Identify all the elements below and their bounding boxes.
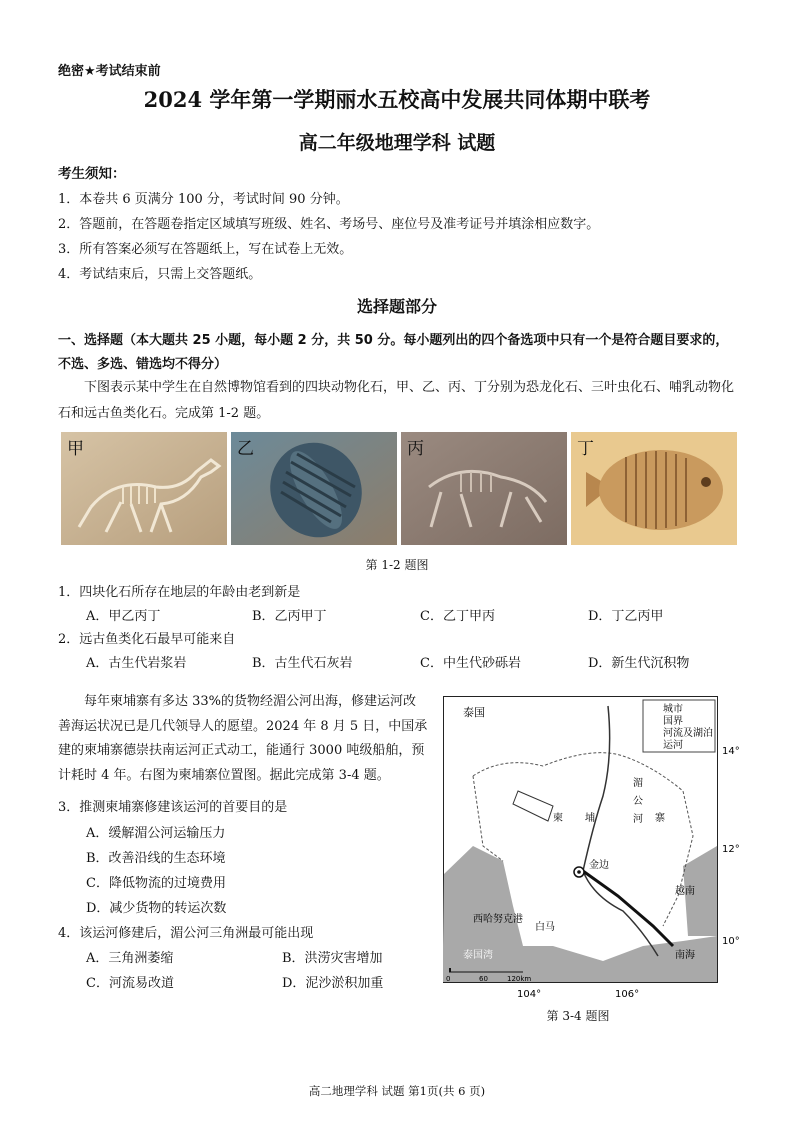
fossil-fish	[571, 432, 737, 545]
fossil-intro: 下图表示某中学生在自然博物馆看到的四块动物化石，甲、乙、丙、丁分别为恐龙化石、三叶虫化石、哺乳动物化石和远古鱼类化石。完成第 1-2 题。	[58, 380, 735, 421]
fish-fossil-image	[571, 432, 737, 545]
label-sihanoukville: 西哈努克港	[473, 914, 523, 925]
label-vietnam: 越南	[675, 886, 695, 897]
legend-canal: 运河	[663, 740, 683, 751]
lat-14: 14°	[722, 746, 740, 757]
fossil-label-bing: 丙	[407, 439, 424, 459]
lat-10: 10°	[722, 936, 740, 947]
q2-option-d: D．新生代沉积物	[588, 656, 690, 671]
question-2-stem: 2．远古鱼类化石最早可能来自	[58, 632, 236, 647]
scale-60: 60	[479, 975, 488, 983]
exam-title: 2024 学年第一学期丽水五校高中发展共同体期中联考	[143, 87, 651, 112]
fossil-label-yi: 乙	[237, 439, 254, 459]
q4-option-d: D．泥沙淤积加重	[282, 976, 384, 991]
q1-option-b: B．乙丙甲丁	[252, 609, 327, 624]
fossil-mammal	[401, 432, 567, 545]
label-phnom-penh: 金边	[589, 860, 609, 871]
legend-river-lake: 河流及湖泊	[663, 728, 713, 739]
label-cambodia-1: 柬	[553, 813, 563, 824]
label-cambodia-2: 埔	[585, 813, 595, 824]
notice-item: 2．答题前，在答题卷指定区域填写班级、姓名、考场号、座位号及准考证号并填涂相应数字。	[58, 217, 600, 232]
question-3-stem: 3．推测柬埔寨修建该运河的首要目的是	[58, 800, 288, 815]
q2-option-c: C．中生代砂砾岩	[420, 656, 521, 671]
fossil-figure	[61, 432, 739, 545]
lon-106: 106°	[615, 989, 640, 1000]
map-caption: 第 3-4 题图	[546, 1009, 610, 1023]
label-mekong-3: 河	[633, 814, 643, 825]
q1-option-a: A．甲乙丙丁	[86, 609, 161, 624]
q3-option-c: C．降低物流的过境费用	[86, 876, 226, 891]
label-gulf-of-thailand: 泰国湾	[463, 950, 493, 961]
fossil-dinosaur	[61, 432, 227, 545]
question-4-stem: 4．该运河修建后，湄公河三角洲最可能出现	[58, 926, 314, 941]
trilobite-fossil-image	[231, 432, 397, 545]
fossil-label-jia: 甲	[67, 439, 84, 459]
question-1-stem: 1．四块化石所存在地层的年龄由老到新是	[58, 585, 301, 600]
q3-option-d: D．减少货物的转运次数	[86, 901, 227, 916]
legend-city: 城市	[663, 704, 683, 715]
label-mekong-2: 公	[633, 796, 643, 807]
label-thailand: 泰国	[463, 706, 485, 719]
confidential-mark: 绝密★考试结束前	[58, 64, 161, 79]
notice-heading: 考生须知：	[58, 166, 126, 182]
page-footer: 高二地理学科 试题 第1页(共 6 页)	[308, 1084, 486, 1098]
mammal-fossil-image	[401, 432, 567, 545]
scale-120: 120km	[507, 975, 532, 983]
label-baima: 白马	[535, 922, 555, 933]
q1-option-d: D．丁乙丙甲	[588, 609, 664, 624]
notice-item: 1．本卷共 6 页满分 100 分，考试时间 90 分钟。	[58, 192, 349, 207]
q1-option-c: C．乙丁甲丙	[420, 609, 495, 624]
q4-option-c: C．河流易改道	[86, 976, 174, 991]
scale-0: 0	[446, 975, 451, 983]
lat-12: 12°	[722, 844, 740, 855]
q2-option-a: A．古生代岩浆岩	[86, 656, 187, 671]
notice-item: 3．所有答案必须写在答题纸上，写在试卷上无效。	[58, 242, 353, 257]
lon-104: 104°	[517, 989, 542, 1000]
dinosaur-fossil-image	[61, 432, 227, 545]
fossil-trilobite	[231, 432, 397, 545]
notice-item: 4．考试结束后，只需上交答题纸。	[58, 267, 262, 282]
section-title: 选择题部分	[356, 297, 437, 316]
label-cambodia-3: 寨	[655, 813, 665, 824]
legend-border: 国界	[663, 716, 683, 727]
passage-3-4: 每年柬埔寨有多达 33%的货物经湄公河出海，修建运河改善海运状况已是几代领导人的愿望。2024 年 8 月 5 日，中国承建的柬埔寨德崇扶南运河正式动工，能通行 3000 吨级船舶，预计耗时 4 年。右图为柬埔寨位置图。据此完成第 3-4 题。	[58, 694, 428, 783]
label-south-china-sea: 南海	[675, 950, 695, 961]
q4-option-b: B．洪涝灾害增加	[282, 951, 383, 966]
part1-instructions: 一、选择题（本大题共 25 小题，每小题 2 分，共 50 分。每小题列出的四个备选项中只有一个是符合题目要求的，不选、多选、错选均不得分）	[58, 333, 729, 372]
exam-subtitle: 高二年级地理学科 试题	[298, 132, 496, 154]
q3-option-b: B．改善沿线的生态环境	[86, 851, 226, 866]
q3-option-a: A．缓解湄公河运输压力	[86, 826, 226, 841]
fossil-caption: 第 1-2 题图	[365, 558, 429, 572]
q4-option-a: A．三角洲萎缩	[86, 951, 174, 966]
q2-option-b: B．古生代石灰岩	[252, 656, 353, 671]
label-mekong-1: 湄	[633, 778, 643, 789]
cambodia-map	[443, 696, 740, 1000]
fossil-label-ding: 丁	[577, 439, 594, 459]
